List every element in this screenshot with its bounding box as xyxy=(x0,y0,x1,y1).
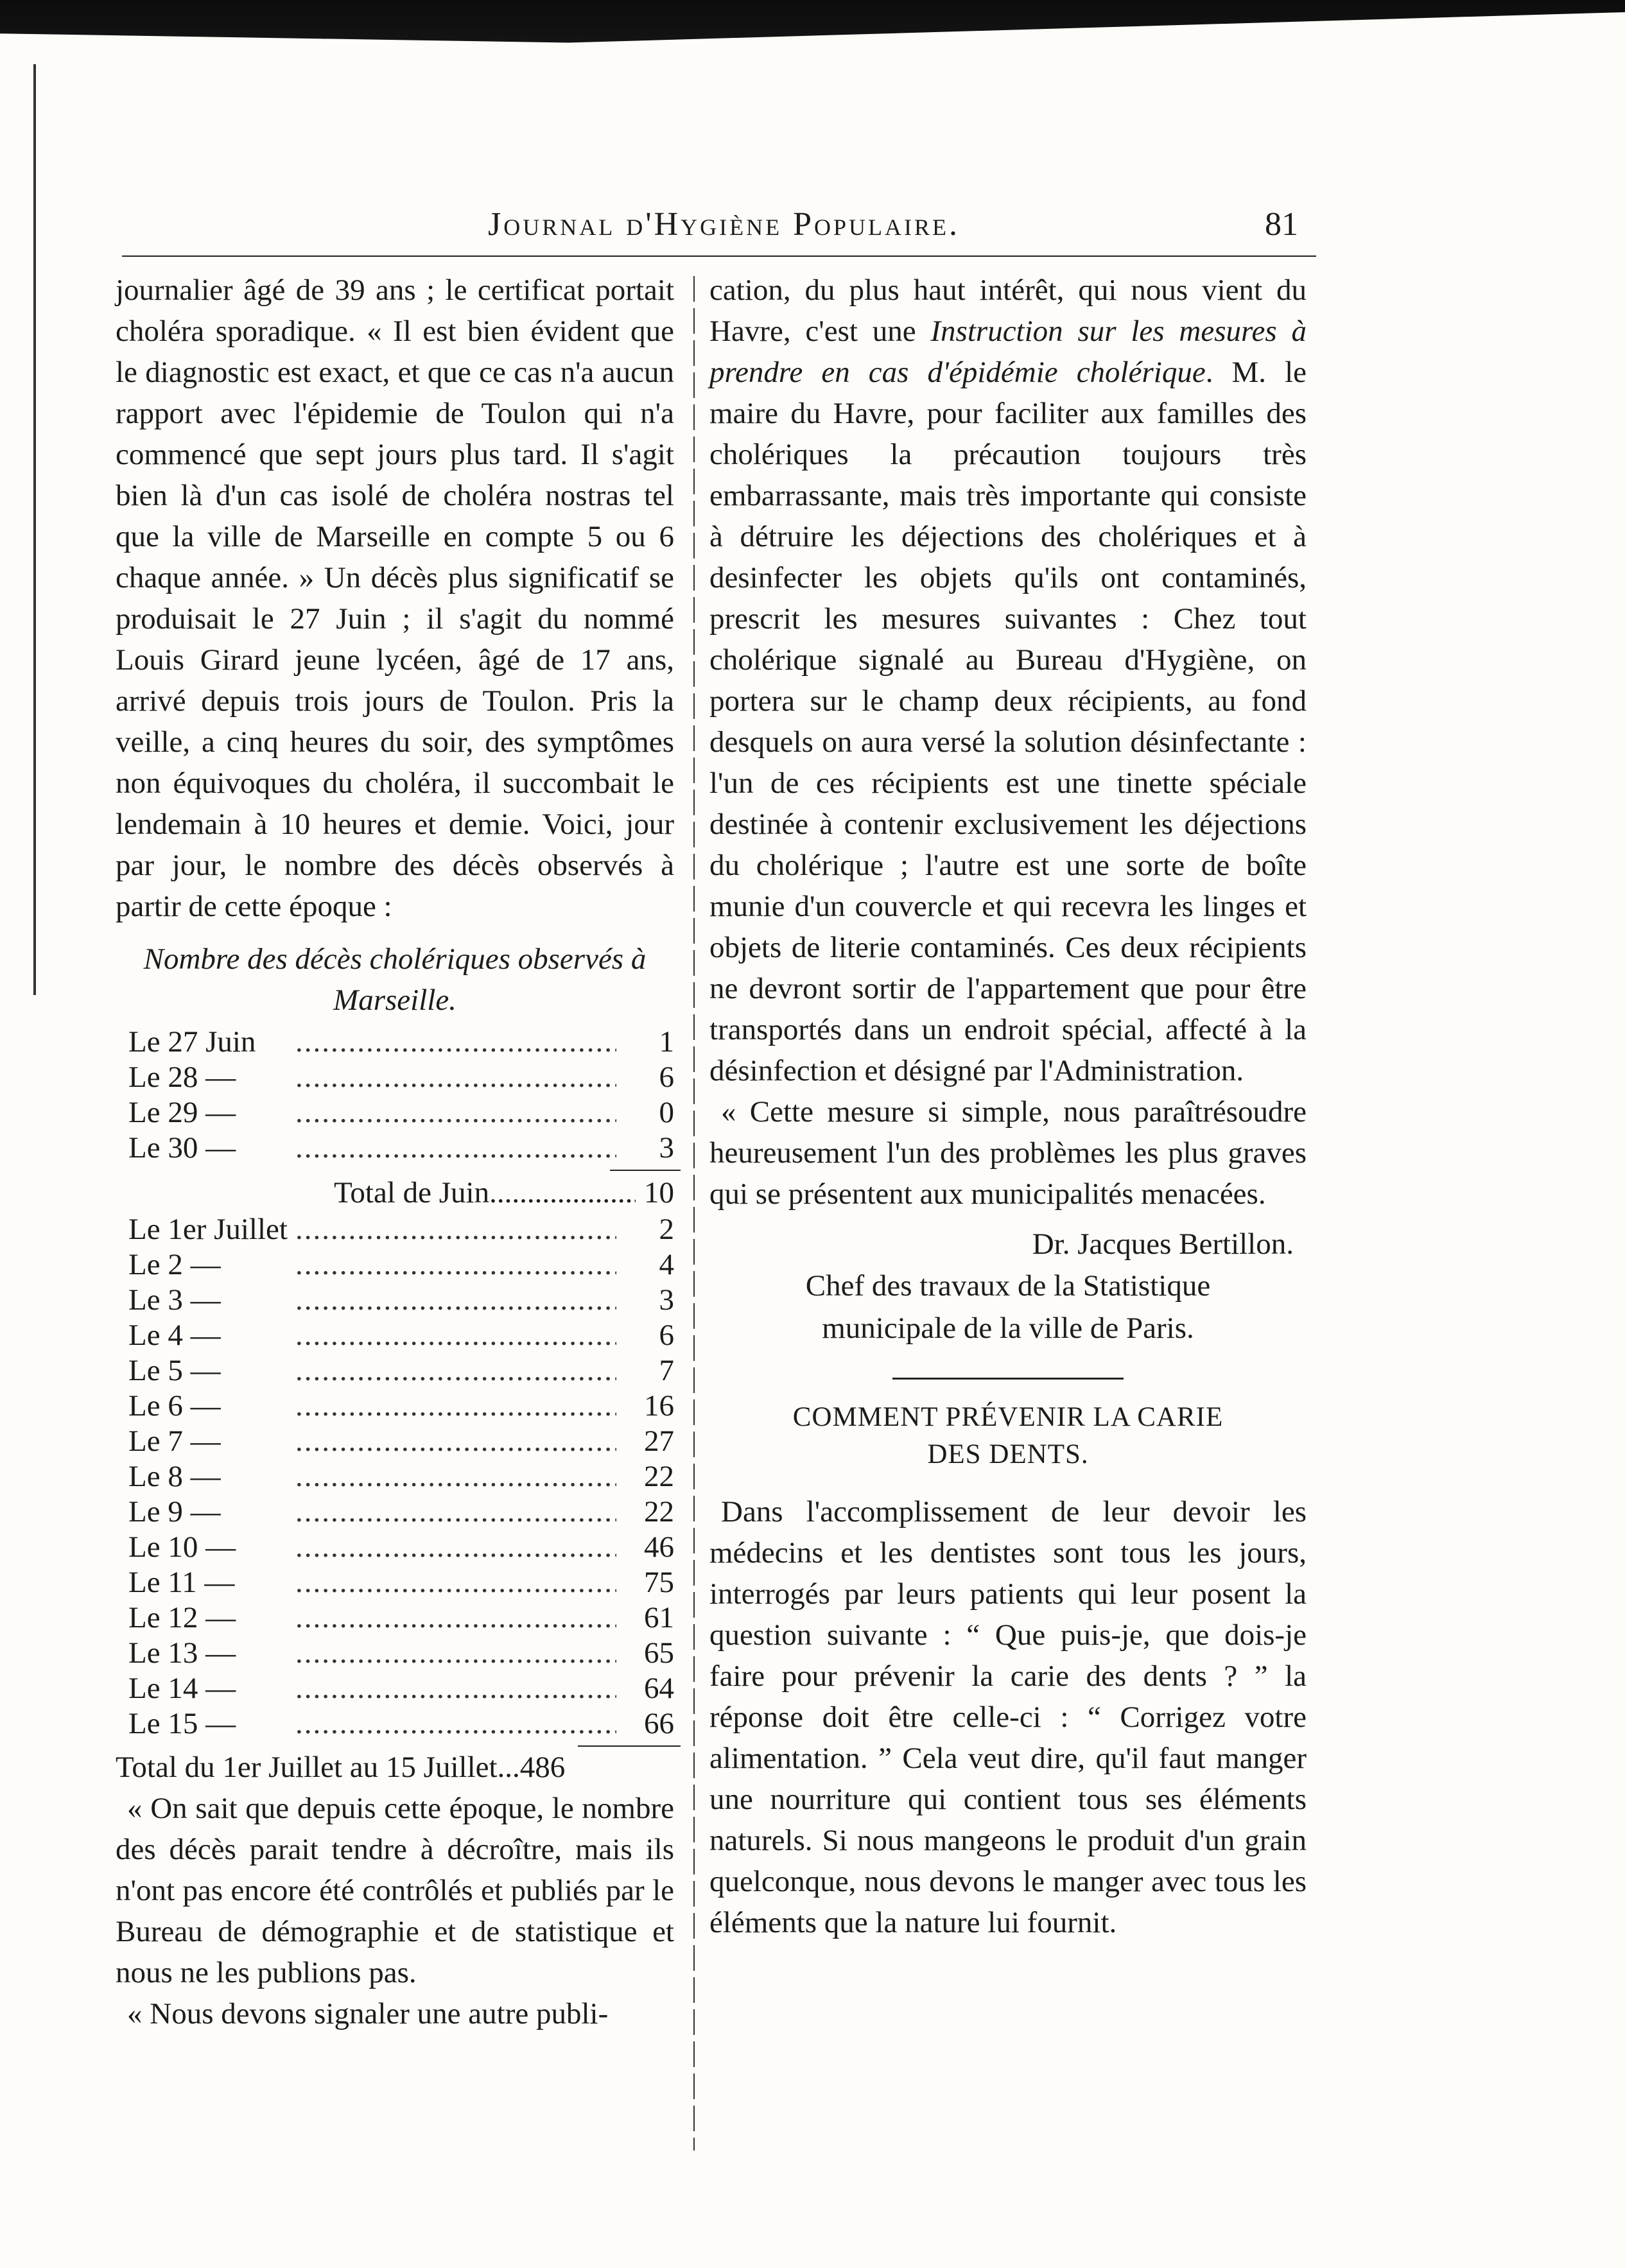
left-paragraph-3: « Nous devons signaler une autre publi- xyxy=(127,1997,609,2030)
section-rule xyxy=(892,1378,1124,1380)
table-row: Le 2 — ..... 4 xyxy=(116,1247,674,1283)
june-total: Total de Juin ..... 10 xyxy=(116,1173,674,1212)
table-row: Le 1er Juillet ..... 2 xyxy=(116,1212,674,1247)
right-paragraph-1: cation, du plus haut intérêt, qui nous vient du Havre, c'est une Instruction sur les mesures à prendre en cas d'épidémie cholérique. M. le maire du Havre, pour faciliter aux familles des cholériques la précaution toujours très embarrassante, mais très importante qui consiste à détruire les déjections des cholériques et à desinfecter les objets qu'ils ont contaminés, prescrit les mesures suivantes : Chez tout cholérique signalé au Bureau d'Hygiène, on portera sur le champ deux récipients, au fond desquels on aura versé la solution désinfectante : l'un de ces récipients est une tinette spéciale destinée à contenir exclusivement les déjections du cholérique ; l'autre est une sorte de boîte munie d'un couvercle et qui recevra les linges et objets de literie contaminés. Ces deux récipients ne devront sortir de l'appartement que pour être transportés dans un endroit spécial, affecté à la désinfection et désigné par l'Administration. xyxy=(709,273,1307,1087)
affiliation-line-2: municipale de la ville de Paris. xyxy=(822,1311,1194,1345)
grand-total: Total du 1er Juillet au 15 Juillet...486 xyxy=(116,1751,566,1784)
table-row: Le 11 — ..... 75 xyxy=(116,1565,674,1600)
right-column xyxy=(709,270,1307,1943)
section-title: COMMENT PRÉVENIR LA CARIE DES DENTS. xyxy=(792,1402,1224,1469)
scan-left-edge xyxy=(33,64,36,995)
june-table xyxy=(116,1025,674,1166)
column-divider xyxy=(693,276,695,2151)
table-caption: Nombre des décès cholériques observés à Marseille. xyxy=(143,942,647,1017)
june-total-rule xyxy=(610,1170,681,1171)
left-paragraph-2: « On sait que depuis cette époque, le nombre des décès parait tendre à décroître, mais ils n'ont pas encore été contrôlés et publiés par le Bureau de démographie et de statistique et nous ne les publions pas. xyxy=(116,1792,674,1989)
table-row: Le 15 — ..... 66 xyxy=(116,1706,674,1742)
table-row: Le 4 — ..... 6 xyxy=(116,1318,674,1353)
table-row: Le 7 — ..... 27 xyxy=(116,1424,674,1459)
table-row: Le 27 Juin ..... 1 xyxy=(116,1025,674,1060)
left-column xyxy=(116,270,674,2034)
signature: Dr. Jacques Bertillon. xyxy=(1032,1227,1294,1261)
affiliation-line-1: Chef des travaux de la Statistique xyxy=(805,1269,1211,1303)
journal-title: Journal d'Hygiène Populaire. xyxy=(488,206,960,243)
page-number: 81 xyxy=(1265,206,1298,243)
left-paragraph-1: journalier âgé de 39 ans ; le certificat portait choléra sporadique. « Il est bien évident que le diagnostic est exact, et que ce cas n'a aucun rapport avec l'épidemie de Toulon qui n'a commencé que sept jours plus tard. Il s'agit bien là d'un cas isolé de choléra nostras tel que la ville de Marseille en compte 5 ou 6 chaque année. » Un décès plus significatif se produisait le 27 Juin ; il s'agit du nommé Louis Girard jeune lycéen, âgé de 17 ans, arrivé depuis trois jours de Toulon. Pris la veille, a cinq heures du soir, des symptômes non équivoques du choléra, il succombait le lendemain à 10 heures et demie. Voici, jour par jour, le nombre des décès observés à partir de cette époque : xyxy=(116,273,674,923)
header-rule xyxy=(122,255,1316,257)
table-row: Le 30 — ..... 3 xyxy=(116,1130,674,1166)
right-paragraph-2: « Cette mesure si simple, nous paraîtrésoudre heureusement l'un des problèmes les plus graves qui se présentent aux municipalités menacées. xyxy=(709,1095,1307,1211)
scan-top-edge xyxy=(0,0,1625,61)
right-paragraph-3: Dans l'accomplissement de leur devoir les médecins et les dentistes sont tous les jours, interrogés par leurs patients qui leur posent la question suivante : “ Que puis-je, que dois-je faire pour prévenir la carie des dents ? ” la réponse doit être celle-ci : “ Corrigez votre alimentation. ” Cela veut dire, qu'il faut manger une nourriture qui contient tous ses éléments naturels. Si nous mangeons le produit d'un grain quelconque, nous devons le manger avec tous les éléments que la nature lui fournit. xyxy=(709,1495,1307,1939)
table-row: Le 8 — ..... 22 xyxy=(116,1459,674,1494)
table-row: Le 14 — ..... 64 xyxy=(116,1671,674,1706)
instruction-title: Instruction sur les mesures à prendre en cas d'épidémie cholérique xyxy=(709,315,1307,389)
table-row: Le 6 — ..... 16 xyxy=(116,1389,674,1424)
table-row: Le 12 — ..... 61 xyxy=(116,1600,674,1636)
running-head xyxy=(0,205,1625,250)
table-row: Le 28 — ..... 6 xyxy=(116,1060,674,1095)
table-row: Le 5 — ..... 7 xyxy=(116,1353,674,1389)
table-row: Le 10 — ..... 46 xyxy=(116,1530,674,1565)
july-table xyxy=(116,1212,674,1742)
table-row: Le 29 — ..... 0 xyxy=(116,1095,674,1130)
table-row: Le 13 — ..... 65 xyxy=(116,1636,674,1671)
table-row: Le 9 — ..... 22 xyxy=(116,1494,674,1530)
table-row: Le 3 — ..... 3 xyxy=(116,1283,674,1318)
